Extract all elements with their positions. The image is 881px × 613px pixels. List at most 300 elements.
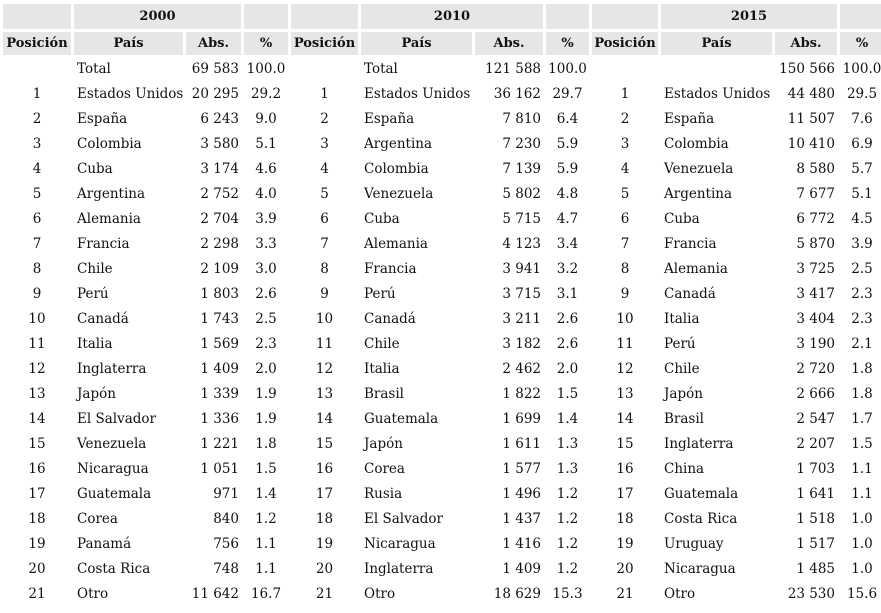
pct-cell: 3.9 bbox=[851, 236, 873, 252]
pct-cell: 5.9 bbox=[556, 161, 579, 177]
abs-cell: 748 bbox=[213, 561, 239, 577]
country-cell: Inglaterra bbox=[664, 436, 734, 452]
pct-cell: 2.3 bbox=[851, 286, 873, 302]
rank-cell: 19 bbox=[616, 536, 634, 552]
header-blank bbox=[3, 4, 71, 29]
country-cell: Nicaragua bbox=[77, 461, 149, 477]
abs-cell: 69 583 bbox=[191, 61, 239, 77]
pct-cell: 3.0 bbox=[255, 261, 277, 277]
country-cell: Italia bbox=[77, 336, 113, 352]
header-pais: País bbox=[661, 32, 772, 55]
abs-cell: 7 230 bbox=[502, 136, 541, 152]
abs-cell: 2 752 bbox=[200, 186, 239, 202]
country-cell: Canadá bbox=[664, 286, 716, 302]
pct-cell: 2.3 bbox=[255, 336, 277, 352]
rank-cell: 2 bbox=[620, 111, 630, 127]
header-posicion: Posición bbox=[291, 32, 358, 55]
abs-cell: 121 588 bbox=[485, 61, 541, 77]
pct-cell: 29.2 bbox=[250, 86, 282, 102]
pct-cell: 3.4 bbox=[556, 236, 579, 252]
table-row bbox=[3, 158, 881, 180]
rank-cell: 9 bbox=[320, 286, 329, 302]
country-cell: Argentina bbox=[364, 136, 433, 152]
header-pct: % bbox=[840, 32, 881, 55]
country-cell: El Salvador bbox=[77, 411, 156, 427]
abs-cell: 1 437 bbox=[502, 511, 541, 527]
abs-cell: 36 162 bbox=[493, 86, 541, 102]
header-blank bbox=[840, 4, 881, 29]
rank-cell: 18 bbox=[616, 511, 634, 527]
header-pct: % bbox=[244, 32, 288, 55]
rank-cell: 10 bbox=[315, 311, 334, 327]
country-cell: Corea bbox=[364, 461, 405, 477]
table-row bbox=[3, 533, 881, 555]
abs-cell: 3 580 bbox=[200, 136, 239, 152]
abs-cell: 1 496 bbox=[502, 486, 541, 502]
pct-cell: 4.6 bbox=[255, 161, 277, 177]
rank-cell: 2 bbox=[32, 111, 42, 127]
rank-cell: 18 bbox=[315, 511, 334, 527]
table-row bbox=[3, 483, 881, 505]
pct-cell: 1.2 bbox=[255, 511, 277, 527]
pct-cell: 1.2 bbox=[556, 561, 579, 577]
table-row bbox=[3, 308, 881, 330]
table-row bbox=[3, 583, 881, 605]
rank-cell: 14 bbox=[616, 411, 634, 427]
header-posicion: Posición bbox=[3, 32, 71, 55]
abs-cell: 4 123 bbox=[502, 236, 541, 252]
abs-cell: 2 666 bbox=[796, 386, 835, 402]
country-cell: España bbox=[364, 111, 415, 127]
table-body bbox=[3, 58, 881, 605]
country-cell bbox=[661, 58, 772, 80]
abs-cell: 44 480 bbox=[787, 86, 835, 102]
pct-cell: 1.5 bbox=[556, 386, 579, 402]
country-cell: Venezuela bbox=[664, 161, 734, 177]
abs-cell: 1 221 bbox=[200, 436, 239, 452]
abs-cell: 1 743 bbox=[200, 311, 239, 327]
rank-cell: 21 bbox=[28, 586, 46, 602]
rank-cell: 18 bbox=[28, 511, 46, 527]
country-cell: Total bbox=[364, 61, 398, 77]
rank-cell: 15 bbox=[616, 436, 634, 452]
pct-cell: 5.1 bbox=[255, 136, 277, 152]
pct-cell: 2.6 bbox=[556, 311, 579, 327]
abs-cell: 5 715 bbox=[502, 211, 541, 227]
rank-cell: 20 bbox=[616, 561, 634, 577]
country-cell: Colombia bbox=[77, 136, 142, 152]
pct-cell: 2.5 bbox=[255, 311, 277, 327]
abs-cell: 1 577 bbox=[502, 461, 541, 477]
country-cell: Alemania bbox=[77, 211, 141, 227]
rank-cell: 16 bbox=[28, 461, 46, 477]
rank-cell: 21 bbox=[315, 586, 334, 602]
country-cell: Chile bbox=[664, 361, 700, 377]
country-cell: Estados Unidos bbox=[664, 86, 771, 102]
pct-cell: 1.1 bbox=[255, 561, 277, 577]
rank-cell: 4 bbox=[620, 161, 630, 177]
country-cell: Canadá bbox=[77, 311, 129, 327]
country-cell: Francia bbox=[664, 236, 717, 252]
table-row bbox=[3, 83, 881, 105]
abs-cell: 1 051 bbox=[200, 461, 239, 477]
year-header-row bbox=[3, 4, 881, 29]
abs-cell: 11 507 bbox=[787, 111, 835, 127]
header-year-2000: 2000 bbox=[74, 4, 241, 29]
abs-cell: 756 bbox=[213, 536, 239, 552]
pct-cell: 1.1 bbox=[255, 536, 277, 552]
pct-cell: 15.6 bbox=[846, 586, 878, 602]
pct-cell: 1.1 bbox=[851, 486, 873, 502]
country-cell: Colombia bbox=[664, 136, 729, 152]
abs-cell: 3 404 bbox=[796, 311, 835, 327]
pct-cell: 2.3 bbox=[851, 311, 873, 327]
country-cell: Alemania bbox=[664, 261, 728, 277]
rank-cell: 17 bbox=[28, 486, 46, 502]
pct-cell: 1.2 bbox=[556, 511, 579, 527]
abs-cell: 20 295 bbox=[191, 86, 239, 102]
country-cell: Canadá bbox=[364, 311, 416, 327]
country-cell: Japón bbox=[77, 386, 116, 402]
pct-cell: 15.3 bbox=[552, 586, 583, 602]
pct-cell: 3.3 bbox=[255, 236, 277, 252]
pct-cell: 1.0 bbox=[851, 511, 873, 527]
abs-cell: 11 642 bbox=[191, 586, 239, 602]
pct-cell: 1.9 bbox=[255, 386, 277, 402]
abs-cell: 10 410 bbox=[787, 136, 835, 152]
table-row bbox=[3, 508, 881, 530]
abs-cell: 1 416 bbox=[502, 536, 541, 552]
rank-cell bbox=[291, 58, 358, 80]
rank-cell: 19 bbox=[28, 536, 46, 552]
abs-cell: 1 336 bbox=[200, 411, 239, 427]
rank-cell: 3 bbox=[620, 136, 630, 152]
pct-cell: 4.5 bbox=[851, 211, 873, 227]
country-cell: Chile bbox=[364, 336, 400, 352]
rank-cell: 13 bbox=[28, 386, 46, 402]
abs-cell: 150 566 bbox=[779, 61, 835, 77]
abs-cell: 840 bbox=[213, 511, 239, 527]
table-row bbox=[3, 183, 881, 205]
abs-cell: 5 802 bbox=[502, 186, 541, 202]
abs-cell: 18 629 bbox=[493, 586, 541, 602]
table-row bbox=[3, 108, 881, 130]
abs-cell: 7 139 bbox=[502, 161, 541, 177]
rank-cell: 21 bbox=[616, 586, 634, 602]
ranking-table bbox=[0, 1, 881, 608]
table-row bbox=[3, 58, 881, 80]
rank-cell: 6 bbox=[620, 211, 630, 227]
pct-cell: 1.0 bbox=[851, 536, 873, 552]
pct-cell: 4.0 bbox=[255, 186, 277, 202]
abs-cell: 1 703 bbox=[796, 461, 835, 477]
country-cell: Alemania bbox=[364, 236, 428, 252]
country-cell: Inglaterra bbox=[77, 361, 147, 377]
abs-cell: 2 109 bbox=[200, 261, 239, 277]
rank-cell: 3 bbox=[32, 136, 42, 152]
rank-cell: 16 bbox=[616, 461, 634, 477]
pct-cell: 2.6 bbox=[255, 286, 277, 302]
pct-cell: 6.4 bbox=[556, 111, 579, 127]
rank-cell: 7 bbox=[32, 236, 42, 252]
pct-cell: 1.3 bbox=[556, 461, 579, 477]
country-cell: Venezuela bbox=[77, 436, 147, 452]
rank-cell: 7 bbox=[320, 236, 329, 252]
pct-cell: 1.3 bbox=[556, 436, 579, 452]
table-row bbox=[3, 408, 881, 430]
pct-cell: 4.8 bbox=[556, 186, 579, 202]
rank-cell: 1 bbox=[320, 86, 329, 102]
country-cell: Francia bbox=[77, 236, 130, 252]
abs-cell: 7 677 bbox=[796, 186, 835, 202]
rank-cell: 11 bbox=[315, 336, 334, 352]
rank-cell: 4 bbox=[32, 161, 42, 177]
abs-cell: 2 720 bbox=[796, 361, 835, 377]
pct-cell: 1.8 bbox=[851, 361, 873, 377]
abs-cell: 3 725 bbox=[796, 261, 835, 277]
abs-cell: 2 207 bbox=[796, 436, 835, 452]
pct-cell: 9.0 bbox=[255, 111, 277, 127]
pct-cell: 2.6 bbox=[556, 336, 579, 352]
abs-cell: 6 243 bbox=[200, 111, 239, 127]
country-cell: Cuba bbox=[664, 211, 700, 227]
country-cell: Cuba bbox=[77, 161, 113, 177]
country-cell: Guatemala bbox=[77, 486, 152, 502]
country-cell: Costa Rica bbox=[664, 511, 738, 527]
abs-cell: 971 bbox=[213, 486, 239, 502]
abs-cell: 3 417 bbox=[796, 286, 835, 302]
country-cell: Argentina bbox=[77, 186, 146, 202]
header-year-2015: 2015 bbox=[661, 4, 837, 29]
table-row bbox=[3, 458, 881, 480]
abs-cell: 6 772 bbox=[796, 211, 835, 227]
abs-cell: 1 409 bbox=[200, 361, 239, 377]
table-row bbox=[3, 208, 881, 230]
country-cell: Otro bbox=[664, 586, 696, 602]
pct-cell: 1.5 bbox=[851, 436, 873, 452]
pct-cell: 1.0 bbox=[851, 561, 873, 577]
abs-cell: 1 611 bbox=[502, 436, 541, 452]
pct-cell: 1.8 bbox=[851, 386, 873, 402]
country-cell: Uruguay bbox=[664, 536, 724, 552]
country-cell: Colombia bbox=[364, 161, 429, 177]
table-row bbox=[3, 433, 881, 455]
column-header-row bbox=[3, 32, 881, 55]
country-cell: Perú bbox=[364, 286, 396, 302]
country-cell: Italia bbox=[664, 311, 700, 327]
country-cell: Perú bbox=[664, 336, 696, 352]
rank-cell bbox=[3, 58, 71, 80]
rank-cell: 17 bbox=[616, 486, 634, 502]
header-posicion: Posición bbox=[592, 32, 658, 55]
rank-cell: 19 bbox=[315, 536, 334, 552]
abs-cell: 1 339 bbox=[200, 386, 239, 402]
country-cell: Argentina bbox=[664, 186, 733, 202]
rank-cell: 20 bbox=[315, 561, 334, 577]
rank-cell: 8 bbox=[320, 261, 329, 277]
pct-cell: 1.7 bbox=[851, 411, 873, 427]
country-cell: Corea bbox=[77, 511, 118, 527]
pct-cell: 5.7 bbox=[851, 161, 873, 177]
header-abs: Abs. bbox=[775, 32, 837, 55]
header-pais: País bbox=[74, 32, 183, 55]
rank-cell: 15 bbox=[28, 436, 46, 452]
pct-cell: 3.2 bbox=[556, 261, 579, 277]
country-cell: Panamá bbox=[77, 536, 132, 552]
country-cell: Guatemala bbox=[364, 411, 439, 427]
rank-cell: 8 bbox=[32, 261, 42, 277]
pct-cell: 1.4 bbox=[255, 486, 277, 502]
pct-cell: 1.2 bbox=[556, 486, 579, 502]
rank-cell: 15 bbox=[315, 436, 334, 452]
pct-cell: 100.0 bbox=[246, 61, 286, 77]
rank-cell: 6 bbox=[320, 211, 329, 227]
rank-cell: 20 bbox=[28, 561, 46, 577]
rank-cell: 11 bbox=[28, 336, 46, 352]
rank-cell: 7 bbox=[620, 236, 630, 252]
country-cell: Chile bbox=[77, 261, 113, 277]
country-cell: Inglaterra bbox=[364, 561, 434, 577]
country-cell: España bbox=[664, 111, 715, 127]
pct-cell: 1.8 bbox=[255, 436, 277, 452]
table-row bbox=[3, 258, 881, 280]
abs-cell: 2 298 bbox=[200, 236, 239, 252]
rank-cell: 5 bbox=[32, 186, 42, 202]
pct-cell: 1.2 bbox=[556, 536, 579, 552]
header-abs: Abs. bbox=[475, 32, 543, 55]
pct-cell: 2.1 bbox=[851, 336, 873, 352]
abs-cell: 3 211 bbox=[502, 311, 541, 327]
country-cell: Brasil bbox=[364, 386, 404, 402]
rank-cell: 1 bbox=[620, 86, 630, 102]
country-cell: Brasil bbox=[664, 411, 704, 427]
table-row bbox=[3, 133, 881, 155]
rank-cell: 5 bbox=[320, 186, 329, 202]
header-blank bbox=[291, 4, 358, 29]
rank-cell: 9 bbox=[620, 286, 630, 302]
rank-cell: 17 bbox=[315, 486, 334, 502]
country-cell: Italia bbox=[364, 361, 400, 377]
abs-cell: 3 174 bbox=[200, 161, 239, 177]
abs-cell: 3 190 bbox=[796, 336, 835, 352]
abs-cell: 23 530 bbox=[787, 586, 835, 602]
pct-cell: 29.5 bbox=[846, 86, 878, 102]
rank-cell: 12 bbox=[616, 361, 634, 377]
rank-cell: 5 bbox=[620, 186, 630, 202]
header-blank bbox=[546, 4, 589, 29]
abs-cell: 7 810 bbox=[502, 111, 541, 127]
table-row bbox=[3, 283, 881, 305]
country-cell: Japón bbox=[364, 436, 403, 452]
country-cell: Japón bbox=[664, 386, 703, 402]
abs-cell: 1 641 bbox=[796, 486, 835, 502]
table-row bbox=[3, 558, 881, 580]
rank-cell: 3 bbox=[320, 136, 329, 152]
rank-cell: 12 bbox=[315, 361, 334, 377]
rank-cell: 1 bbox=[32, 86, 42, 102]
rank-cell: 10 bbox=[616, 311, 634, 327]
rank-cell: 10 bbox=[28, 311, 46, 327]
pct-cell: 100.0 bbox=[548, 61, 587, 77]
country-cell: Nicaragua bbox=[664, 561, 736, 577]
country-cell: Nicaragua bbox=[364, 536, 436, 552]
abs-cell: 1 569 bbox=[200, 336, 239, 352]
header-blank bbox=[244, 4, 288, 29]
country-cell: Cuba bbox=[364, 211, 400, 227]
table-row bbox=[3, 233, 881, 255]
abs-cell: 8 580 bbox=[796, 161, 835, 177]
country-cell: Costa Rica bbox=[77, 561, 151, 577]
rank-cell: 11 bbox=[616, 336, 634, 352]
rank-cell: 2 bbox=[320, 111, 329, 127]
abs-cell: 3 182 bbox=[502, 336, 541, 352]
header-abs: Abs. bbox=[186, 32, 241, 55]
header-pct: % bbox=[546, 32, 589, 55]
pct-cell: 2.5 bbox=[851, 261, 873, 277]
pct-cell: 5.9 bbox=[556, 136, 579, 152]
abs-cell: 1 409 bbox=[502, 561, 541, 577]
country-cell: Otro bbox=[77, 586, 109, 602]
rank-cell: 16 bbox=[315, 461, 334, 477]
rank-cell: 13 bbox=[315, 386, 334, 402]
country-cell: Estados Unidos bbox=[364, 86, 471, 102]
country-cell: Estados Unidos bbox=[77, 86, 184, 102]
pct-cell: 3.1 bbox=[556, 286, 579, 302]
rank-cell: 9 bbox=[32, 286, 42, 302]
rank-cell: 12 bbox=[28, 361, 46, 377]
abs-cell: 1 822 bbox=[502, 386, 541, 402]
country-cell: Perú bbox=[77, 286, 109, 302]
abs-cell: 3 715 bbox=[502, 286, 541, 302]
country-cell: Guatemala bbox=[664, 486, 739, 502]
pct-cell: 4.7 bbox=[556, 211, 579, 227]
abs-cell: 1 803 bbox=[200, 286, 239, 302]
header-pais: País bbox=[361, 32, 472, 55]
country-cell: España bbox=[77, 111, 128, 127]
country-cell: Venezuela bbox=[364, 186, 434, 202]
abs-cell: 1 517 bbox=[796, 536, 835, 552]
rank-cell: 6 bbox=[32, 211, 42, 227]
table-row bbox=[3, 333, 881, 355]
pct-cell: 6.9 bbox=[851, 136, 873, 152]
country-cell: Francia bbox=[364, 261, 417, 277]
table-row bbox=[3, 358, 881, 380]
pct-cell: 16.7 bbox=[250, 586, 282, 602]
rank-cell bbox=[592, 58, 658, 80]
country-cell: Total bbox=[77, 61, 111, 77]
rank-cell: 8 bbox=[620, 261, 630, 277]
table-row bbox=[3, 383, 881, 405]
pct-cell: 1.5 bbox=[255, 461, 277, 477]
rank-cell: 14 bbox=[315, 411, 334, 427]
abs-cell: 1 699 bbox=[502, 411, 541, 427]
pct-cell: 7.6 bbox=[851, 111, 873, 127]
pct-cell: 3.9 bbox=[255, 211, 277, 227]
rank-cell: 13 bbox=[616, 386, 634, 402]
header-blank bbox=[592, 4, 658, 29]
pct-cell: 2.0 bbox=[255, 361, 277, 377]
pct-cell: 1.9 bbox=[255, 411, 277, 427]
pct-cell: 2.0 bbox=[556, 361, 579, 377]
abs-cell: 1 518 bbox=[796, 511, 835, 527]
abs-cell: 1 485 bbox=[796, 561, 835, 577]
abs-cell: 5 870 bbox=[796, 236, 835, 252]
abs-cell: 2 547 bbox=[796, 411, 835, 427]
pct-cell: 1.1 bbox=[851, 461, 873, 477]
country-cell: Rusia bbox=[364, 486, 403, 502]
country-cell: Otro bbox=[364, 586, 396, 602]
abs-cell: 3 941 bbox=[502, 261, 541, 277]
